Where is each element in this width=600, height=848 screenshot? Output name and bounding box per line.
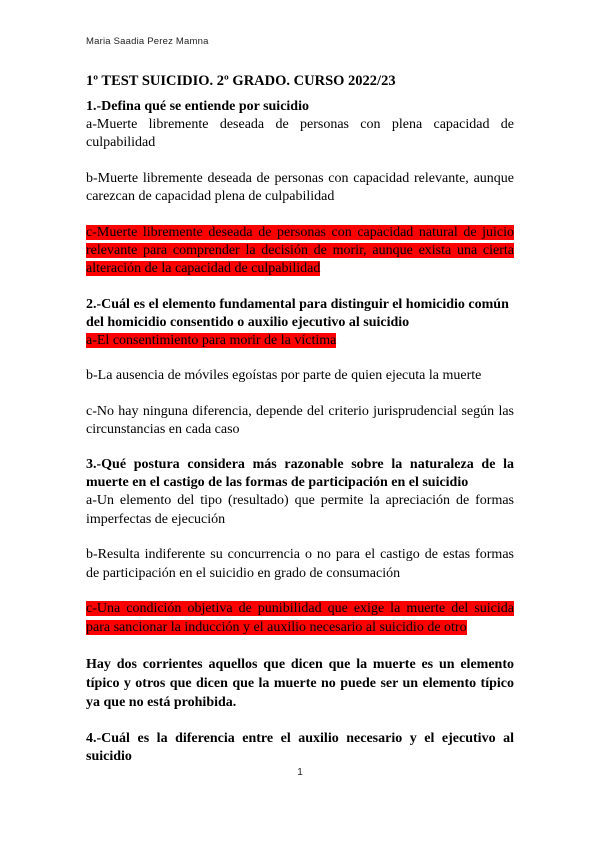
question-2-option-b: b-La ausencia de móviles egoístas por parte de quien ejecuta la muerte — [86, 368, 482, 384]
document-body — [86, 72, 514, 766]
question-2-heading: 2.-Cuál es el elemento fundamental para distinguir el homicidio común del homicidio consentido o auxilio ejecutivo al suicidio — [86, 296, 509, 330]
question-3-note: Hay dos corrientes aquellos que dicen que la muerte es un elemento típico y otros que dicen que la muerte no puede ser un elemento típico ya que no está prohibida. — [86, 656, 514, 710]
document-title: 1º TEST SUICIDIO. 2º GRADO. CURSO 2022/23 — [86, 73, 396, 89]
question-2-option-a-correct — [86, 332, 514, 350]
question-2-option-c: c-No hay ninguna diferencia, depende del criterio jurisprudencial según las circunstancias en cada caso — [86, 403, 514, 438]
question-3-heading: 3.-Qué postura considera más razonable sobre la naturaleza de la muerte en el castigo de las formas de participación en el suicidio — [86, 457, 514, 491]
question-1-option-a: a-Muerte libremente deseada de personas con plena capacidad de culpabilidad — [86, 117, 514, 151]
header-author: Maria Saadia Perez Mamna — [86, 36, 209, 47]
question-3-option-b: b-Resulta indiferente su concurrencia o no para el castigo de estas formas de participación en el suicidio en grado de consumación — [86, 547, 514, 581]
highlighted-answer: c-Muerte libremente deseada de personas con capacidad natural de juicio relevante para comprender la decisión de morir, aunque exista una cierta alteración de la capacidad de culpabilidad — [86, 224, 514, 277]
question-3-option-a: a-Un elemento del tipo (resultado) que permite la apreciación de formas imperfectas de ejecución — [86, 493, 514, 527]
question-3-option-c-correct — [86, 600, 514, 637]
question-1-heading: 1.-Defina qué se entiende por suicidio — [86, 99, 309, 114]
highlighted-answer: c-Una condición objetiva de punibilidad que exige la muerte del suicida para sancionar la inducción y el auxilio necesario al suicidio de otro — [86, 601, 514, 635]
question-1-option-c-correct — [86, 224, 514, 279]
page-number: 1 — [297, 767, 303, 778]
highlighted-answer: a-El consentimiento para morir de la víctima — [86, 332, 337, 348]
question-1-option-b: b-Muerte libremente deseada de personas con capacidad relevante, aunque carezcan de capacidad plena de culpabilidad — [86, 170, 514, 205]
question-4-heading: 4.-Cuál es la diferencia entre el auxilio necesario y el ejecutivo al suicidio — [86, 730, 514, 764]
